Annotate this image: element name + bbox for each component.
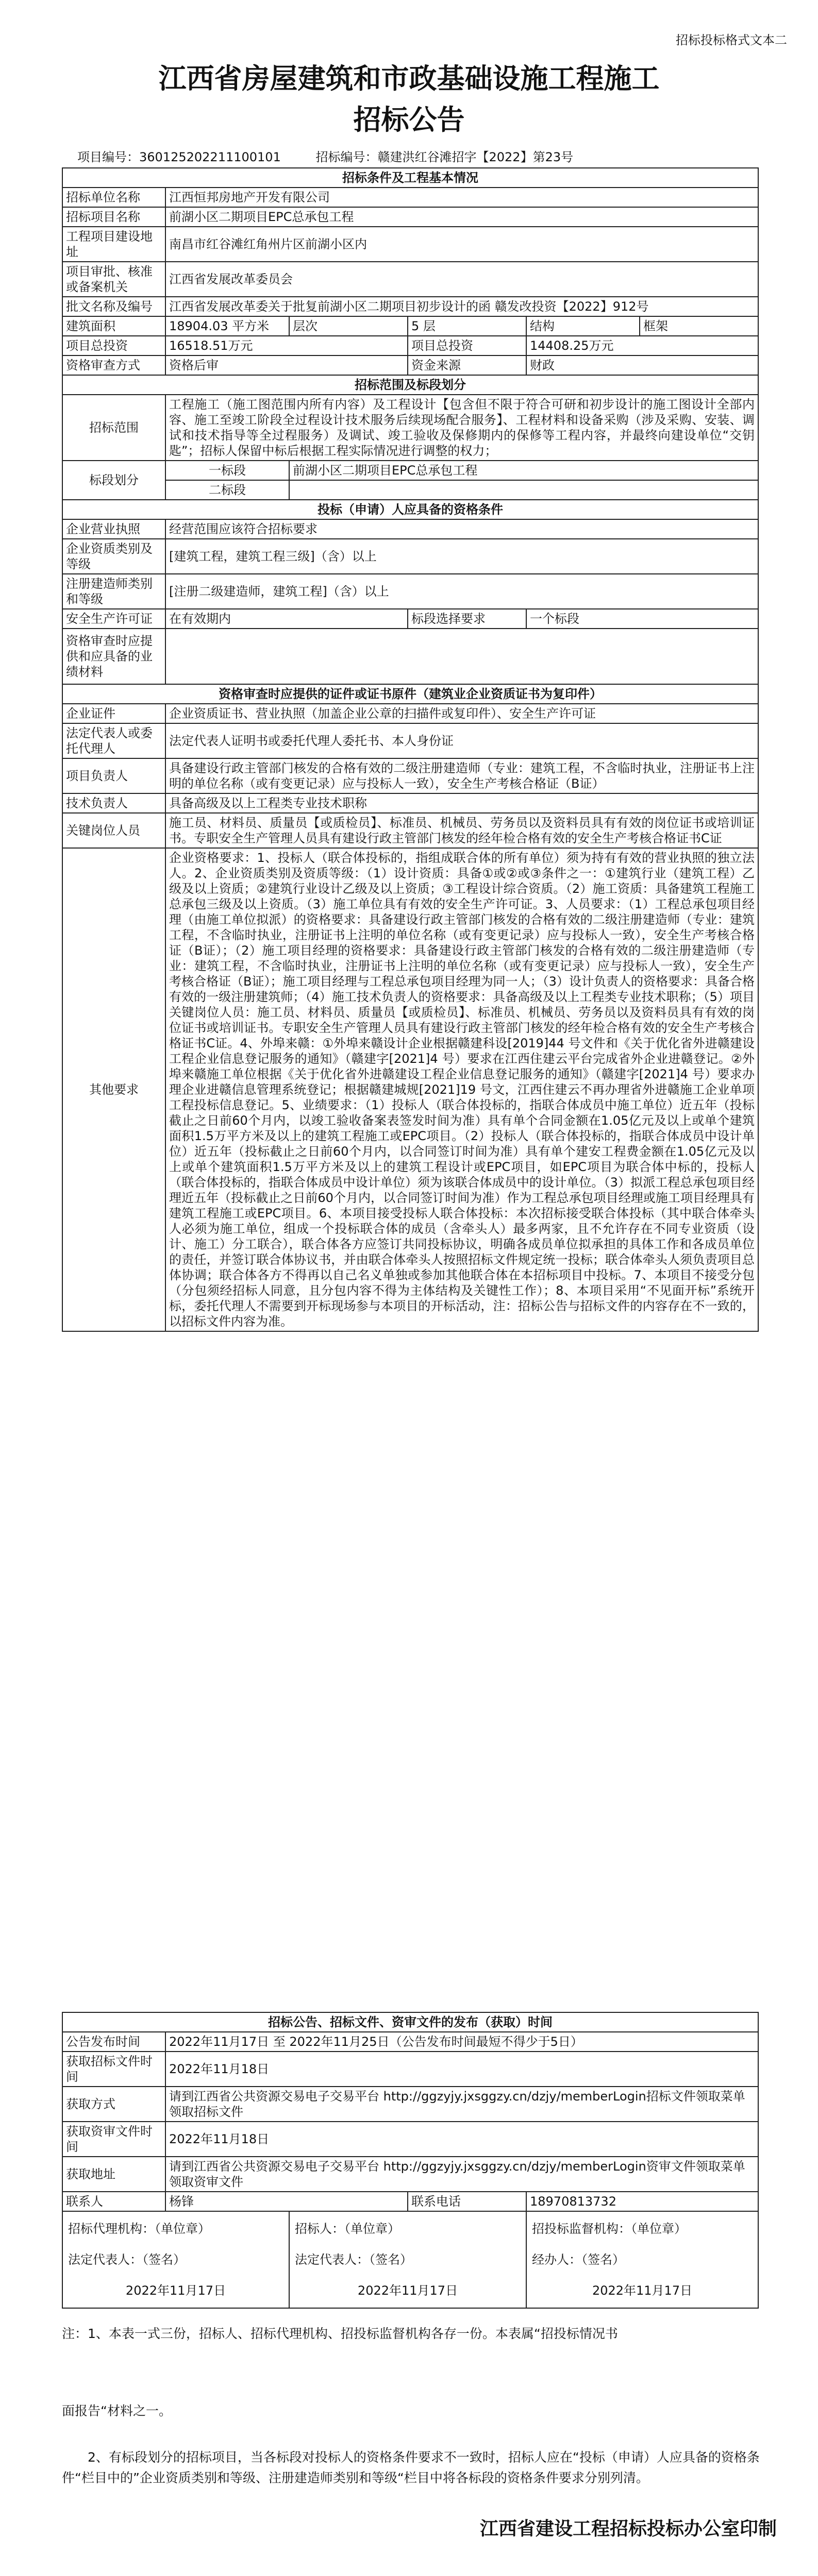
row-value: 2022年11月18日 <box>165 2122 758 2157</box>
supervisor-handler-signature: 经办人：（签名） <box>532 2252 625 2267</box>
row-value: 经营范围应该符合招标要求 <box>165 519 758 539</box>
row-value: 江西恒邦房地产开发有限公司 <box>165 188 758 207</box>
row-value: 一个标段 <box>526 609 758 629</box>
row-value: 具备建设行政主管部门核发的合格有效的二级注册建造师（专业：建筑工程，不含临时执业，注册证书上注明的单位名称（或有变更记录）应与投标人一致），安全生产考核合格证（B证） <box>165 758 758 793</box>
row-label: 联系电话 <box>408 2192 526 2211</box>
row-value: 法定代表人证明书或委托代理人委托书、本人身份证 <box>165 723 758 758</box>
row-label: 项目总投资 <box>408 336 526 355</box>
section-header-publication: 招标公告、招标文件、资审文件的发布（获取）时间 <box>62 2012 758 2032</box>
agency-seal-cell <box>62 2211 289 2308</box>
row-label: 项目审批、核准或备案机关 <box>62 262 165 297</box>
row-value: 请到江西省公共资源交易电子交易平台 http://ggzyjy.jxsggzy.cn/dzjy/memberLogin招标文件领取菜单领取招标文件 <box>165 2087 758 2122</box>
row-label: 获取招标文件时间 <box>62 2052 165 2087</box>
section-header-scope: 招标范围及标段划分 <box>62 375 758 395</box>
footer-printer: 江西省建设工程招标投标办公室印制 <box>479 2518 777 2539</box>
row-label: 注册建造师类别和等级 <box>62 574 165 609</box>
row-value: 前湖小区二期项目EPC总承包工程 <box>165 207 758 227</box>
note-2: 2、有标段划分的招标项目，当各标段对投标人的资格条件要求不一致时，招标人应在“投标（申请）人应具备的资格条件“栏目中的”企业资质类别和等级、注册建造师类别和等级“栏目中将各标段的资格条件要求分别列清。 <box>62 2450 760 2485</box>
row-label: 联系人 <box>62 2192 165 2211</box>
row-label: 资金来源 <box>408 355 526 375</box>
row-label: 获取资审文件时间 <box>62 2122 165 2157</box>
row-value: 18904.03 平方米 <box>165 316 289 336</box>
row-label: 资格审查时应提供和应具备的业绩材料 <box>62 629 165 684</box>
row-value <box>165 629 758 684</box>
row-label: 企业证件 <box>62 704 165 723</box>
format-label: 招标投标格式文本二 <box>676 33 787 47</box>
scope-text: 工程施工（施工图范围内所有内容）及工程设计【包含但不限于符合可研和初步设计的施工图设计全部内容、施工至竣工阶段全过程设计技术服务后续现场配合服务】、工程材料和设备采购（涉及采购、安装、调试和技术指导等全过程服务）及调试、竣工验收及保修期内的保修等工程内容，并最终向建设单位“交钥匙”；招标人保留中标后根据工程实际情况进行调整的权力； <box>165 395 758 461</box>
note-1: 注：1、本表一式三份，招标人、招标代理机构、招投标监督机构各存一份。本表属“招投标情况书 <box>62 2326 618 2341</box>
row-value: 2022年11月17日 至 2022年11月25日（公告发布时间最短不得少于5日） <box>165 2032 758 2052</box>
section-header-documents: 资格审查时应提供的证件或证书原件（建筑业企业资质证书为复印件） <box>62 684 758 704</box>
row-label: 资格审查方式 <box>62 355 165 375</box>
row-label: 项目负责人 <box>62 758 165 793</box>
row-value: 企业资质证书、营业执照（加盖企业公章的扫描件或复印件）、安全生产许可证 <box>165 704 758 723</box>
row-value: 5 层 <box>408 316 526 336</box>
row-value: 具备高级及以上工程类专业技术职称 <box>165 793 758 813</box>
row-value: 2022年11月18日 <box>165 2052 758 2087</box>
lot-desc <box>289 480 758 500</box>
doc-meta <box>77 147 604 165</box>
row-value: 在有效期内 <box>165 609 408 629</box>
row-value: 16518.51万元 <box>165 336 408 355</box>
lot-name: 一标段 <box>165 461 289 480</box>
agency-unit-seal: 招标代理机构：（单位章） <box>68 2222 210 2236</box>
supervisor-seal-cell <box>526 2211 758 2308</box>
row-label: 招标范围 <box>62 395 165 461</box>
agency-rep-signature: 法定代表人：（签名） <box>68 2252 186 2267</box>
row-label: 企业资质类别及等级 <box>62 539 165 574</box>
row-value: 框架 <box>640 316 758 336</box>
row-value: [建筑工程，建筑工程三级]（含）以上 <box>165 539 758 574</box>
row-value: 财政 <box>526 355 758 375</box>
section-header-basic: 招标条件及工程基本情况 <box>62 168 758 188</box>
section-header-qualification: 投标（申请）人应具备的资格条件 <box>62 500 758 519</box>
row-value: 14408.25万元 <box>526 336 758 355</box>
tenderer-rep-signature: 法定代表人：（签名） <box>295 2252 412 2267</box>
doc-title-line1: 江西省房屋建筑和市政基础设施工程施工 <box>158 62 660 95</box>
other-requirements-text: 企业资格要求：1、投标人（联合体投标的，指组成联合体的所有单位）须为持有有效的营业执照的独立法人。2、企业资质类别及资质等级：（1）设计资质：具备①或②或③条件之一：①建筑行业（建筑工程）乙级及以上资质；②建筑行业设计乙级及以上资质；③工程设计综合资质。（2）施工资质：具备建筑工程施工总承包三级及以上资质。（3）施工单位具有有效的安全生产许可证。3、人员要求：（1）工程总承包项目经理（由施工单位拟派）的资格要求：具备建设行政主管部门核发的合格有效的二级注册建造师（专业：建筑工程，不含临时执业，注册证书上注明的单位名称（或有变更记录）应与投标人一致），安全生产考核合格证（B证）；（2）施工项目经理的资格要求：具备建设行政主管部门核发的合格有效的二级注册建造师（专业：建筑工程，不含临时执业，注册证书上注明的单位名称（或有变更记录）应与投标人一致），安全生产考核合格证（B证）；施工项目经理与工程总承包项目经理为同一人；（3）设计负责人的资格要求：具备合格有效的一级注册建筑师；（4）施工技术负责人的资格要求：具备高级及以上工程类专业技术职称；（5）项目关键岗位人员：施工员、材料员、质量员【或质检员】、标准员、机械员、劳务员以及资料员具有有效的岗位证书或培训证书。专职安全生产管理人员具有建设行政主管部门核发的经年检合格有效的安全生产考核合格证书C证。4、外埠来赣：①外埠来赣设计企业根据赣建科设[2019]44 号文件和《关于优化省外进赣建设工程企业信息登记服务的通知》（赣建字[2021]4 号）要求在江西住建云平台完成省外企业进赣登记。②外埠来赣施工单位根据《关于优化省外进赣建设工程企业信息登记服务的通知》（赣建字[2021]4 号）要求办理企业进赣信息管理系统登记；根据赣建城规[2021]19 号文，江西住建云不再办理省外进赣施工企业单项工程投标信息登记。5、业绩要求：（1）投标人（联合体投标的，指联合体成员中施工单位）近五年（投标截止之日前60个月内，以竣工验收备案表签发时间为准）具有单个合同金额在1.05亿元及以上或单个建筑面积1.5万平方米及以上的建筑工程施工或EPC项目。（2）投标人（联合体投标的，指联合体成员中设计单位）近五年（投标截止之日前60个月内，以合同签订时间为准）具有单个建安工程费金额在1.05亿元及以上或单个建筑面积1.5万平方米及以上的建筑工程设计或EPC项目，如EPC项目为联合体中标的，投标人（联合体投标的，指联合体成员中设计单位）须为该联合体成员中的设计单位。（3）拟派工程总承包项目经理近五年（投标截止之日前60个月内，以合同签订时间为准）作为工程总承包项目经理或施工项目经理具有建筑工程施工或EPC项目。6、本项目接受投标人联合体投标：本次招标接受联合体投标（其中联合体牵头人必须为施工单位，组成一个投标联合体的成员（含牵头人）最多两家，且不允许存在不同专业资质（设计、施工）分工联合），联合体各方应签订共同投标协议，明确各成员单位拟承担的具体工作和各成员单位的责任，并签订联合体协议书，并由联合体牵头人按照招标文件规定统一投标；联合体牵头人须负责项目总体协调；联合体各方不得再以自己名义单独或参加其他联合体在本招标项目中投标。7、本项目不接受分包（分包须经招标人同意，且分包内容不得为主体结构及关键性工作）；8、本项目采用“不见面开标”系统开标，委托代理人不需要到开标现场参与本项目的开标活动，注：招标公告与招标文件的内容存在不一致的，以招标文件内容为准。 <box>165 848 758 1331</box>
row-label: 结构 <box>526 316 640 336</box>
tenderer-date: 2022年11月17日 <box>357 2283 458 2298</box>
bid-number: 招标编号：赣建洪红谷滩招字【2022】第23号 <box>315 150 574 164</box>
row-value: 江西省发展改革委关于批复前湖小区二期项目初步设计的函 赣发改投资【2022】912号 <box>165 297 758 316</box>
row-value: 施工员、材料员、质量员【或质检员】、标准员、机械员、劳务员以及资料员具有有效的岗位证书或培训证书。专职安全生产管理人员具有建设行政主管部门核发的经年检合格有效的安全生产考核合格证书C证 <box>165 813 758 848</box>
contact-phone: 18970813732 <box>526 2192 758 2211</box>
row-value: [注册二级建造师，建筑工程]（含）以上 <box>165 574 758 609</box>
project-number: 项目编号：360125202211100101 <box>77 150 281 164</box>
agency-date: 2022年11月17日 <box>125 2283 226 2298</box>
contact-name: 杨锋 <box>165 2192 408 2211</box>
row-label: 批文名称及编号 <box>62 297 165 316</box>
row-label: 安全生产许可证 <box>62 609 165 629</box>
lot-name: 二标段 <box>165 480 289 500</box>
row-value: 请到江西省公共资源交易电子交易平台 http://ggzyjy.jxsggzy.cn/dzjy/memberLogin资审文件领取菜单领取资审文件 <box>165 2157 758 2192</box>
row-value: 江西省发展改革委员会 <box>165 262 758 297</box>
lot-desc: 前湖小区二期项目EPC总承包工程 <box>289 461 758 480</box>
tenderer-seal-cell <box>289 2211 526 2308</box>
doc-title-line2: 招标公告 <box>353 103 465 136</box>
row-label: 企业营业执照 <box>62 519 165 539</box>
row-value: 资格后审 <box>165 355 408 375</box>
row-label: 招标项目名称 <box>62 207 165 227</box>
tenderer-unit-seal: 招标人：（单位章） <box>295 2222 400 2236</box>
row-label: 标段划分 <box>62 461 165 500</box>
row-label: 技术负责人 <box>62 793 165 813</box>
row-label: 获取地址 <box>62 2157 165 2192</box>
row-label: 关键岗位人员 <box>62 813 165 848</box>
row-value: 南昌市红谷滩红角州片区前湖小区内 <box>165 227 758 262</box>
row-label: 层次 <box>289 316 408 336</box>
row-label: 法定代表人或委托代理人 <box>62 723 165 758</box>
row-label: 标段选择要求 <box>408 609 526 629</box>
supervisor-unit-seal: 招投标监督机构：（单位章） <box>532 2222 687 2236</box>
note-1-cont: 面报告“材料之一。 <box>62 2403 172 2418</box>
row-label: 其他要求 <box>62 848 165 1331</box>
main-info-table <box>62 167 759 1332</box>
row-label: 项目总投资 <box>62 336 165 355</box>
row-label: 建筑面积 <box>62 316 165 336</box>
supervisor-date: 2022年11月17日 <box>592 2283 693 2298</box>
row-label: 获取方式 <box>62 2087 165 2122</box>
row-label: 公告发布时间 <box>62 2032 165 2052</box>
publication-table <box>62 2012 759 2309</box>
row-label: 招标单位名称 <box>62 188 165 207</box>
row-label: 工程项目建设地址 <box>62 227 165 262</box>
